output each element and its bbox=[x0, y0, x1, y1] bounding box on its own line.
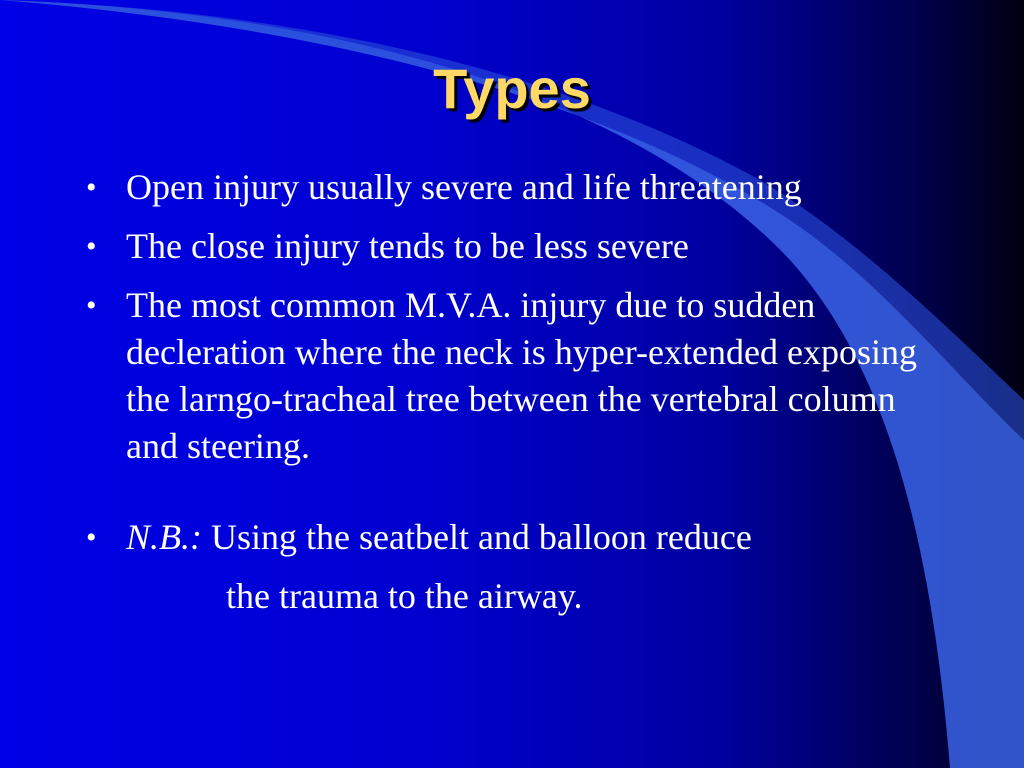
bullet-text: The most common M.V.A. injury due to sudden decleration where the neck is hyper-extended exposing the larngo-tracheal tree between the vertebral column and steering. bbox=[126, 285, 917, 466]
bullet-item bbox=[84, 223, 944, 270]
bullet-item bbox=[84, 164, 944, 211]
note-text: Using the seatbelt and balloon reduce bbox=[202, 517, 752, 557]
note-label: N.B.: bbox=[126, 517, 202, 557]
bullet-icon: • bbox=[86, 171, 97, 204]
note-continuation: the trauma to the airway. bbox=[226, 576, 583, 616]
bullet-icon: • bbox=[86, 230, 97, 263]
bullet-item bbox=[84, 282, 944, 470]
bullet-icon: • bbox=[86, 521, 97, 554]
bullet-icon: • bbox=[86, 289, 97, 322]
bullet-list bbox=[84, 164, 944, 632]
slide-title: Types bbox=[433, 57, 591, 120]
bullet-text: The close injury tends to be less severe bbox=[126, 226, 689, 266]
bullet-item-note bbox=[84, 514, 944, 620]
bullet-text: Open injury usually severe and life threatening bbox=[126, 167, 802, 207]
